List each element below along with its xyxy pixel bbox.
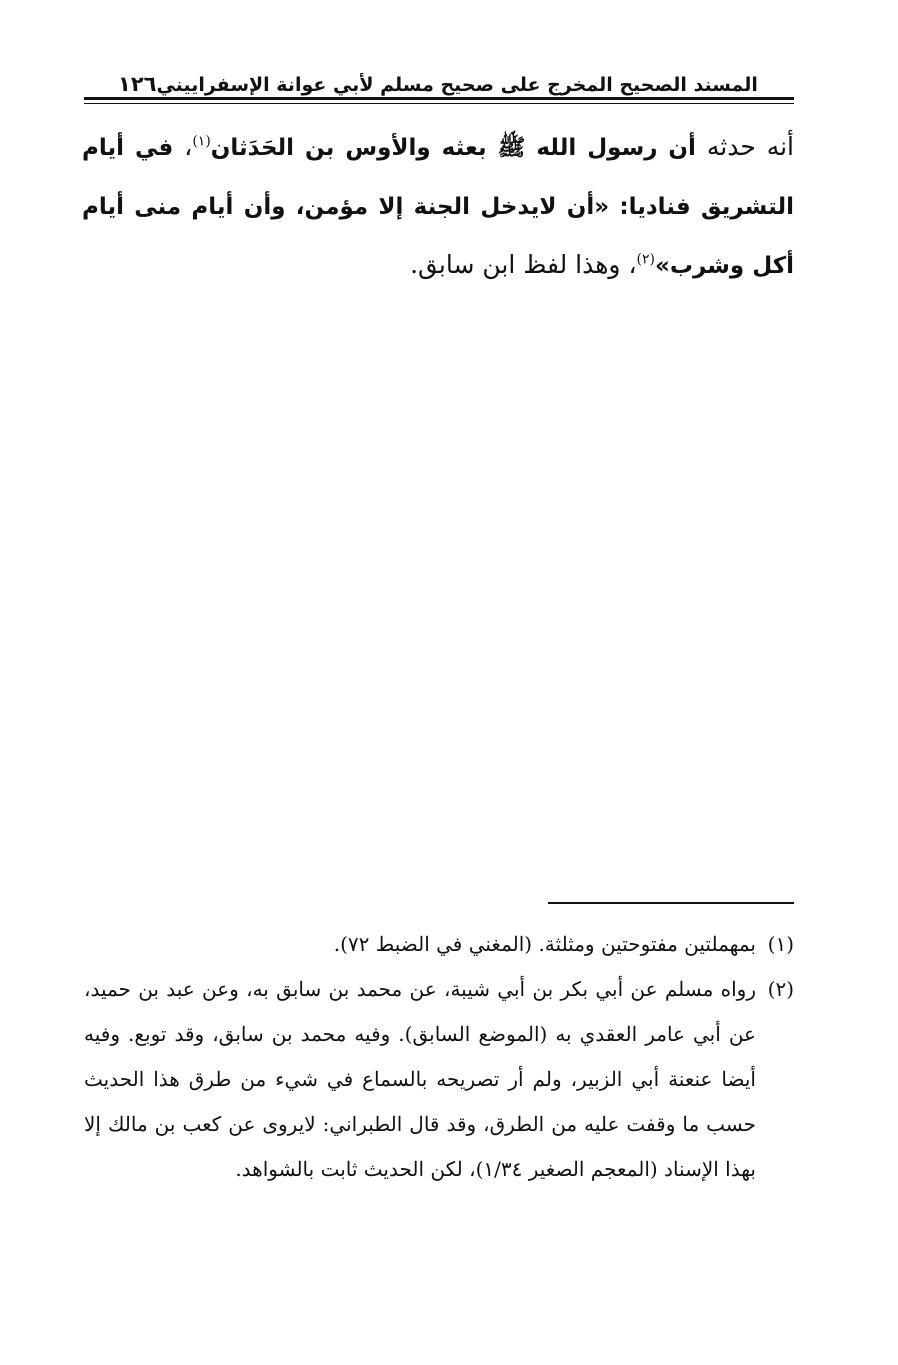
hadith-text: أن رسول الله ﷺ بعثه والأوس بن الحَدَثان xyxy=(210,135,696,161)
header-rule-thick xyxy=(84,97,794,100)
text-segment: ، xyxy=(173,132,193,161)
main-text xyxy=(82,118,794,295)
footnote-ref-1: (١) xyxy=(192,133,211,150)
page-header xyxy=(84,60,794,96)
hadith-text: في أيام التشريق فناديا: xyxy=(82,135,794,220)
footnote-number: (٢) xyxy=(767,977,794,1001)
footnotes xyxy=(84,922,794,1192)
footnote-text: رواه مسلم عن أبي بكر بن أبي شيبة، عن محمد بن سابق به، وعن عبد بن حميد، عن أبي عامر العقدي به (الموضع السابق). وفيه محمد بن سابق، وقد توبع. وفيه أيضا عنعنة أبي الزبير، ولم أر تصريحه بالسماع في شيء من طرق هذا الحديث حسب ما وقفت عليه من الطرق، وقد قال الطبراني: لايروى عن كعب بن مالك إلا بهذا الإسناد (المعجم الصغير ١/٣٤)، لكن الحديث ثابت بالشواهد. xyxy=(84,977,756,1181)
header-rule-thin xyxy=(84,103,794,104)
page-number: ١٢٦ xyxy=(118,72,157,96)
footnote-ref-2: (٢) xyxy=(636,251,655,268)
text-segment: ، وهذا لفظ ابن سابق. xyxy=(410,250,637,279)
footnote-number: (١) xyxy=(767,932,794,956)
footnote-separator xyxy=(548,902,794,904)
footnote-text: بمهملتين مفتوحتين ومثلثة. (المغني في الضبط ٧٢). xyxy=(333,932,756,956)
text-segment: أنه حدثه xyxy=(695,132,794,161)
footnote-1 xyxy=(84,922,794,967)
running-title: المسند الصحيح المخرج على صحيح مسلم لأبي عوانة الإسفراييني xyxy=(156,74,758,96)
hadith-quote: «أن لايدخل الجنة إلا مؤمن، وأن أيام منى أيام أكل وشرب» xyxy=(82,194,794,279)
footnote-2 xyxy=(84,967,794,1192)
